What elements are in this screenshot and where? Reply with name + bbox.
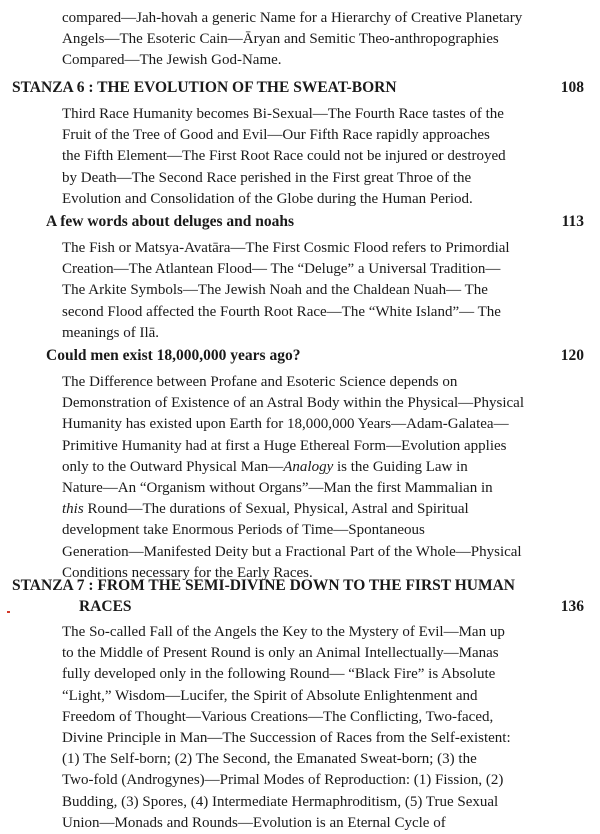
- text-line: compared—Jah-hovah a generic Name for a Hierarchy of Creative Planetary: [62, 10, 523, 26]
- intro-paragraph: [62, 8, 534, 72]
- text-line: to the Middle of Present Round is only an Animal Intellectually—Manas: [62, 645, 499, 662]
- text-line: Freedom of Thought—Various Creations—The Conflicting, Two-faced,: [62, 708, 494, 725]
- deluges-page-number: 113: [561, 213, 584, 230]
- stanza7-heading: [12, 575, 515, 617]
- text-line: fully developed only in the following Round— “Black Fire” is Absolute: [62, 666, 496, 683]
- text-fragment: only to the Outward Physical Man—: [62, 458, 284, 475]
- stanza7-page-number: 136: [560, 598, 584, 615]
- eighteen-heading: Could men exist 18,000,000 years ago?: [46, 347, 301, 364]
- text-line: Union—Monads and Rounds—Evolution is an Eternal Cycle of: [62, 814, 446, 831]
- deluges-paragraph: [62, 238, 534, 344]
- eighteen-page-number: 120: [560, 347, 584, 364]
- text-line: Generation—Manifested Deity but a Fractional Part of the Whole—Physical: [62, 543, 522, 560]
- stanza7-paragraph: [62, 622, 534, 834]
- text-line: Angels—The Esoteric Cain—Āryan and Semitic Theo-anthropographies: [62, 31, 499, 48]
- text-line: meanings of Ilā.: [62, 324, 160, 341]
- text-line: Evolution and Consolidation of the Globe during the Human Period.: [62, 190, 473, 207]
- text-line: “Light,” Wisdom—Lucifer, the Spirit of Absolute Enlightenment and: [62, 687, 478, 704]
- text-line: Nature—An “Organism without Organs”—Man the first Mammalian in: [62, 480, 493, 497]
- text-line: second Flood affected the Fourth Root Race—The “White Island”— The: [62, 303, 501, 320]
- text-line: The Difference between Profane and Esoteric Science depends on: [62, 374, 458, 390]
- text-line: development take Enormous Periods of Time—Spontaneous: [62, 522, 425, 539]
- text-line: Creation—The Atlantean Flood— The “Deluge” a Universal Tradition—: [62, 261, 501, 278]
- text-line: The So-called Fall of the Angels the Key to the Mystery of Evil—Man up: [62, 624, 505, 640]
- text-line: Humanity has existed upon Earth for 18,000,000 Years—Adam-Galatea—: [62, 416, 509, 433]
- stanza7-heading-line1: STANZA 7 : FROM THE SEMI-DIVINE DOWN TO THE FIRST HUMAN: [12, 577, 515, 594]
- text-fragment: Round—The durations of Sexual, Physical, Astral and Spiritual: [83, 501, 469, 518]
- text-line: The Arkite Symbols—The Jewish Noah and the Chaldean Nuah— The: [62, 282, 488, 299]
- text-line-with-emphasis: [62, 457, 534, 478]
- deluges-heading: A few words about deluges and noahs: [46, 213, 295, 230]
- text-line: Third Race Humanity becomes Bi-Sexual—The Fourth Race tastes of the: [62, 106, 504, 122]
- text-line: by Death—The Second Race perished in the First great Throe of the: [62, 169, 472, 186]
- red-ink-mark: [7, 611, 10, 613]
- text-line: (1) The Self-born; (2) The Second, the Emanated Sweat-born; (3) the: [62, 751, 477, 768]
- emphasis-this: this: [62, 501, 84, 518]
- stanza6-paragraph: [62, 104, 534, 210]
- text-line: Compared—The Jewish God-Name.: [62, 52, 282, 69]
- stanza7-heading-line2: RACES: [79, 598, 132, 615]
- text-line-with-emphasis: [62, 499, 534, 520]
- stanza6-heading: STANZA 6 : THE EVOLUTION OF THE SWEAT-BORN: [12, 79, 397, 96]
- eighteen-paragraph: [62, 372, 534, 584]
- text-fragment: is the Guiding Law in: [333, 458, 468, 475]
- text-line: Two-fold (Androgynes)—Primal Modes of Reproduction: (1) Fission, (2): [62, 772, 504, 789]
- text-line: The Fish or Matsya-Avatāra—The First Cosmic Flood refers to Primordial: [62, 240, 510, 256]
- text-line: Conditions necessary for the Early Races.: [62, 564, 313, 581]
- emphasis-analogy: Analogy: [283, 458, 334, 475]
- text-line: Demonstration of Existence of an Astral Body within the Physical—Physical: [62, 395, 525, 412]
- text-line: the Fifth Element—The First Root Race could not be injured or destroyed: [62, 148, 506, 165]
- text-line: Primitive Humanity had at first a Huge Ethereal Form—Evolution applies: [62, 437, 507, 454]
- text-line: Divine Principle in Man—The Succession of Races from the Self-existent:: [62, 730, 511, 747]
- stanza6-page-number: 108: [560, 79, 584, 96]
- text-line: Fruit of the Tree of Good and Evil—Our Fifth Race rapidly approaches: [62, 127, 490, 144]
- text-line: Budding, (3) Spores, (4) Intermediate Hermaphroditism, (5) True Sexual: [62, 793, 499, 810]
